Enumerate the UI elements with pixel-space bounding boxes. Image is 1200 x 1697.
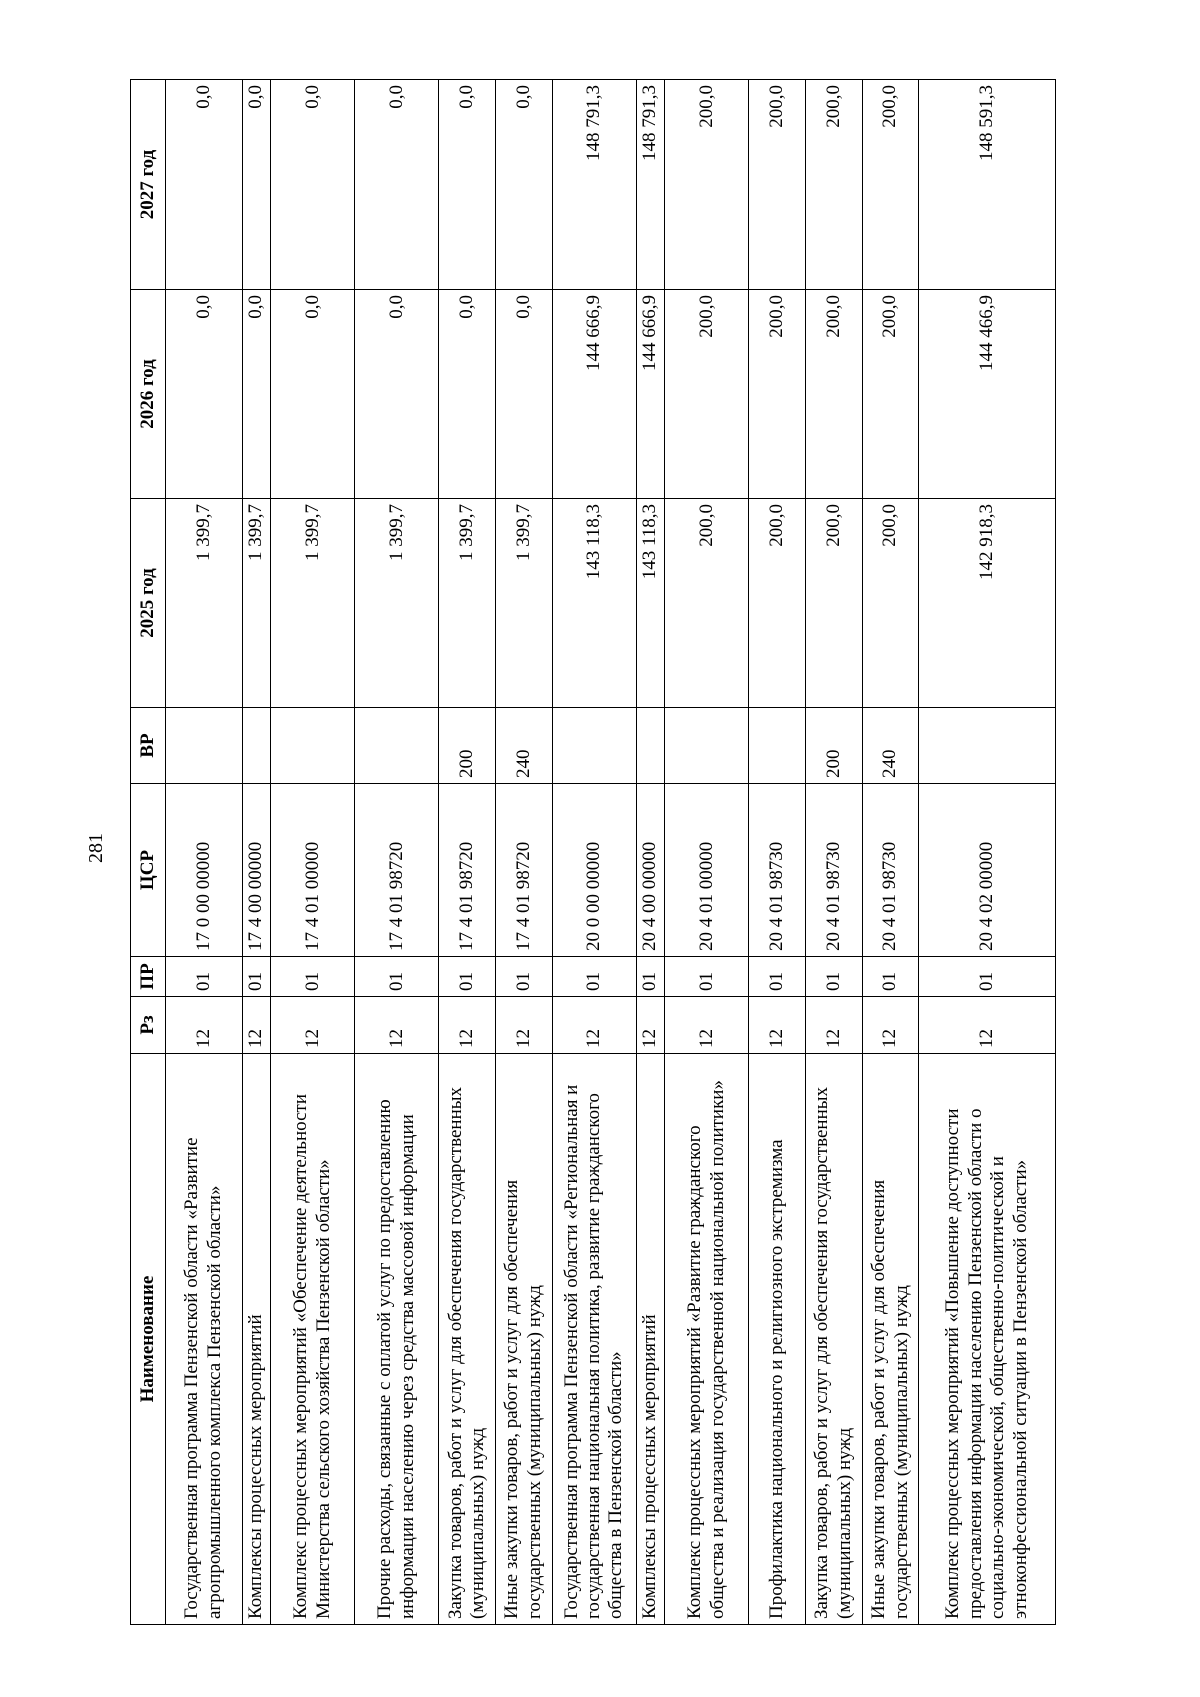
- row-csr: 17 0 00 00000: [166, 784, 243, 957]
- row-rz: 12: [496, 997, 553, 1054]
- header-rz: Рз: [131, 997, 166, 1054]
- row-pr: 01: [355, 957, 439, 997]
- row-2025: 1 399,7: [496, 499, 553, 708]
- table-row: [552, 80, 636, 1625]
- row-pr: 01: [552, 957, 636, 997]
- table-row: [749, 80, 806, 1625]
- header-2026: 2026 год: [131, 290, 166, 499]
- row-2025: 1 399,7: [271, 499, 355, 708]
- row-name: Закупка товаров, работ и услуг для обеспечения государственных (муниципальных) нужд: [439, 1054, 496, 1625]
- row-2026: 0,0: [166, 290, 243, 499]
- row-2025: 200,0: [806, 499, 863, 708]
- row-2026: 0,0: [355, 290, 439, 499]
- table-row: [862, 80, 919, 1625]
- row-csr: 17 4 00 00000: [242, 784, 271, 957]
- row-vr: [749, 708, 806, 784]
- row-vr: [271, 708, 355, 784]
- header-name: Наименование: [131, 1054, 166, 1625]
- table-row: [355, 80, 439, 1625]
- row-vr: [636, 708, 665, 784]
- row-vr: [355, 708, 439, 784]
- row-2025: 1 399,7: [355, 499, 439, 708]
- header-2027: 2027 год: [131, 80, 166, 290]
- row-csr: 20 4 01 98730: [749, 784, 806, 957]
- row-2026: 144 466,9: [919, 290, 1056, 499]
- row-2026: 200,0: [806, 290, 863, 499]
- row-pr: 01: [665, 957, 749, 997]
- row-csr: 17 4 01 98720: [355, 784, 439, 957]
- header-pr: ПР: [131, 957, 166, 997]
- row-rz: 12: [166, 997, 243, 1054]
- row-vr: [166, 708, 243, 784]
- row-vr: [665, 708, 749, 784]
- row-2027: 200,0: [749, 80, 806, 290]
- row-vr: 240: [862, 708, 919, 784]
- row-name: Комплексы процессных мероприятий: [636, 1054, 665, 1625]
- row-csr: 20 0 00 00000: [552, 784, 636, 957]
- row-rz: 12: [665, 997, 749, 1054]
- row-pr: 01: [439, 957, 496, 997]
- table-row: [242, 80, 271, 1625]
- table-row: [665, 80, 749, 1625]
- row-2026: 200,0: [749, 290, 806, 499]
- row-2026: 144 666,9: [552, 290, 636, 499]
- row-csr: 17 4 01 98720: [496, 784, 553, 957]
- row-rz: 12: [271, 997, 355, 1054]
- row-2025: 200,0: [862, 499, 919, 708]
- row-2026: 0,0: [496, 290, 553, 499]
- table-row: [806, 80, 863, 1625]
- row-2027: 200,0: [665, 80, 749, 290]
- row-2025: 1 399,7: [166, 499, 243, 708]
- row-2026: 0,0: [271, 290, 355, 499]
- row-2027: 0,0: [439, 80, 496, 290]
- row-csr: 20 4 01 00000: [665, 784, 749, 957]
- row-2025: 1 399,7: [439, 499, 496, 708]
- row-vr: 200: [439, 708, 496, 784]
- header-vr: ВР: [131, 708, 166, 784]
- row-2027: 200,0: [862, 80, 919, 290]
- row-rz: 12: [806, 997, 863, 1054]
- row-rz: 12: [552, 997, 636, 1054]
- row-2027: 0,0: [271, 80, 355, 290]
- row-csr: 17 4 01 98720: [439, 784, 496, 957]
- row-rz: 12: [749, 997, 806, 1054]
- table-row: [919, 80, 1056, 1625]
- row-pr: 01: [636, 957, 665, 997]
- table-row: [636, 80, 665, 1625]
- row-vr: 240: [496, 708, 553, 784]
- table-header-row: [131, 80, 166, 1625]
- row-2026: 144 666,9: [636, 290, 665, 499]
- table-row: [496, 80, 553, 1625]
- row-2026: 0,0: [242, 290, 271, 499]
- page-number: 281: [85, 833, 107, 863]
- row-2027: 148 591,3: [919, 80, 1056, 290]
- row-name: Комплекс процессных мероприятий «Развитие гражданского общества и реализация государственной национальной политики»: [665, 1054, 749, 1625]
- row-rz: 12: [636, 997, 665, 1054]
- row-pr: 01: [749, 957, 806, 997]
- row-csr: 20 4 01 98730: [806, 784, 863, 957]
- row-2025: 142 918,3: [919, 499, 1056, 708]
- table-row: [439, 80, 496, 1625]
- table-row: [271, 80, 355, 1625]
- row-2025: 143 118,3: [636, 499, 665, 708]
- row-csr: 20 4 02 00000: [919, 784, 1056, 957]
- row-pr: 01: [166, 957, 243, 997]
- row-name: Комплекс процессных мероприятий «Обеспечение деятельности Министерства сельского хозяйства Пензенской области»: [271, 1054, 355, 1625]
- header-csr: ЦСР: [131, 784, 166, 957]
- budget-table: [130, 79, 1056, 1625]
- row-pr: 01: [271, 957, 355, 997]
- row-name: Государственная программа Пензенской области «Развитие агропромышленного комплекса Пензенской области»: [166, 1054, 243, 1625]
- header-2025: 2025 год: [131, 499, 166, 708]
- row-2027: 148 791,3: [552, 80, 636, 290]
- row-name: Закупка товаров, работ и услуг для обеспечения государственных (муниципальных) нужд: [806, 1054, 863, 1625]
- row-vr: [242, 708, 271, 784]
- row-2027: 0,0: [355, 80, 439, 290]
- row-csr: 20 4 00 00000: [636, 784, 665, 957]
- row-2025: 200,0: [665, 499, 749, 708]
- row-rz: 12: [919, 997, 1056, 1054]
- row-2025: 143 118,3: [552, 499, 636, 708]
- table-row: [166, 80, 243, 1625]
- row-2025: 1 399,7: [242, 499, 271, 708]
- row-name: Иные закупки товаров, работ и услуг для обеспечения государственных (муниципальных) нужд: [862, 1054, 919, 1625]
- row-vr: [919, 708, 1056, 784]
- row-csr: 17 4 01 00000: [271, 784, 355, 957]
- row-2025: 200,0: [749, 499, 806, 708]
- row-2026: 0,0: [439, 290, 496, 499]
- row-name: Комплексы процессных мероприятий: [242, 1054, 271, 1625]
- row-2026: 200,0: [665, 290, 749, 499]
- row-2027: 148 791,3: [636, 80, 665, 290]
- row-rz: 12: [355, 997, 439, 1054]
- row-name: Комплекс процессных мероприятий «Повышение доступности предоставления информации населению Пензенской области о социально-экономической, общественно-политической и этноконфессиональной ситуации в Пензенской области»: [919, 1054, 1056, 1625]
- row-name: Профилактика национального и религиозного экстремизма: [749, 1054, 806, 1625]
- row-rz: 12: [242, 997, 271, 1054]
- row-2026: 200,0: [862, 290, 919, 499]
- row-csr: 20 4 01 98730: [862, 784, 919, 957]
- row-pr: 01: [862, 957, 919, 997]
- row-rz: 12: [862, 997, 919, 1054]
- row-2027: 0,0: [166, 80, 243, 290]
- rotated-table-container: [130, 80, 1056, 1625]
- row-pr: 01: [242, 957, 271, 997]
- row-vr: [552, 708, 636, 784]
- row-name: Иные закупки товаров, работ и услуг для обеспечения государственных (муниципальных) нужд: [496, 1054, 553, 1625]
- row-pr: 01: [496, 957, 553, 997]
- row-pr: 01: [919, 957, 1056, 997]
- row-name: Прочие расходы, связанные с оплатой услуг по предоставлению информации населению через средства массовой информации: [355, 1054, 439, 1625]
- row-name: Государственная программа Пензенской области «Региональная и государственная национальная политика, развитие гражданского общества в Пензенской области»: [552, 1054, 636, 1625]
- row-2027: 0,0: [496, 80, 553, 290]
- row-2027: 200,0: [806, 80, 863, 290]
- row-2027: 0,0: [242, 80, 271, 290]
- row-pr: 01: [806, 957, 863, 997]
- row-vr: 200: [806, 708, 863, 784]
- row-rz: 12: [439, 997, 496, 1054]
